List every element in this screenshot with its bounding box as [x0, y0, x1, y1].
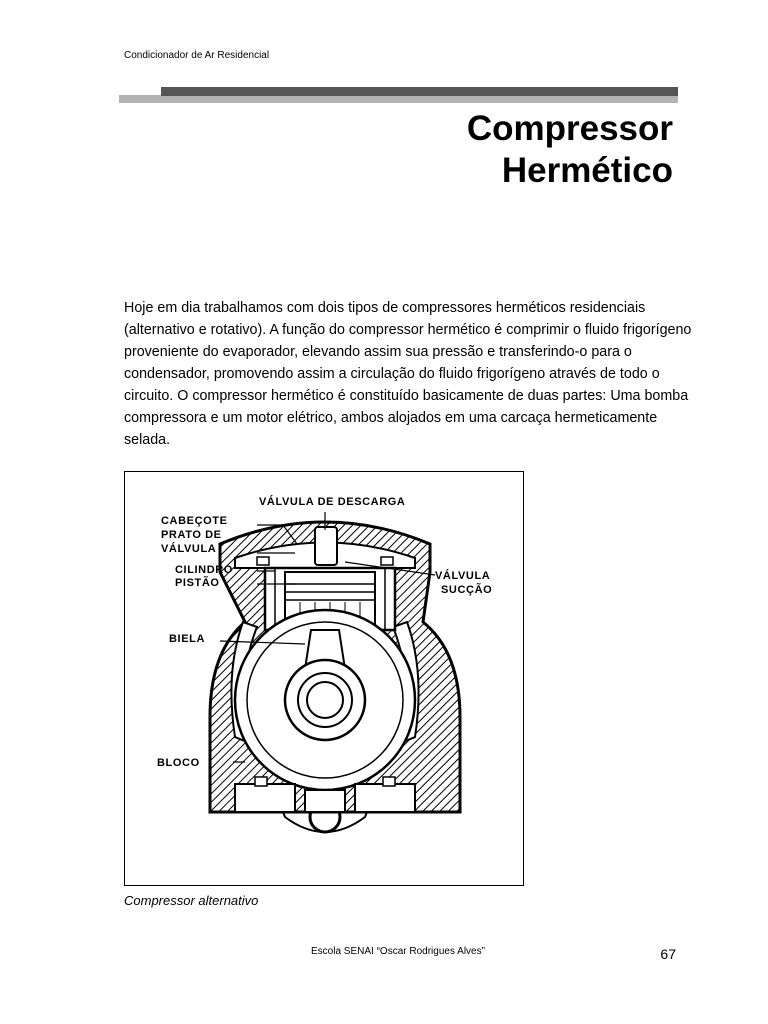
label-cylinder-head: CABEÇOTE [161, 515, 228, 527]
label-connecting-rod: BIELA [169, 633, 205, 645]
label-valve-plate-1: PRATO DE [161, 529, 222, 541]
label-suction-valve-1: VÁLVULA [435, 570, 491, 582]
body-paragraph: Hoje em dia trabalhamos com dois tipos de compressores herméticos residenciais (alternativo e rotativo). A função do compressor hermético é comprimir o fluido frigorígeno proveniente do evaporador, elevando assim sua pressão e transferindo-o para o condensador, promovendo assim a circulação do fluido frigorígeno através de todo o circuito. O compressor hermético é constituído basicamente de duas partes: Uma bomba compressora e um motor elétrico, ambos alojados em uma carcaça hermeticamente selada. [124, 300, 692, 448]
label-valve-plate-2: VÁLVULA [161, 543, 217, 555]
header-rule-light [119, 95, 678, 103]
footer-school: Escola SENAI “Oscar Rodrigues Alves” [311, 946, 485, 957]
page-number: 67 [660, 946, 676, 962]
figure-compressor-diagram [124, 471, 524, 886]
label-suction-valve-2: SUCÇÃO [441, 584, 493, 596]
chapter-title [467, 108, 673, 192]
discharge-valve [315, 527, 337, 565]
chapter-title-line2: Hermético [501, 151, 673, 190]
header-rule-dark [161, 87, 678, 96]
label-discharge-valve: VÁLVULA DE DESCARGA [259, 496, 406, 508]
label-block: BLOCO [157, 757, 200, 769]
running-head: Condicionador de Ar Residencial [124, 50, 270, 61]
compressor-illustration [125, 472, 525, 887]
base-bearing-left [235, 784, 295, 812]
figure-caption: Compressor alternativo [124, 893, 259, 908]
label-cylinder: CILINDRO [175, 564, 233, 576]
chapter-title-line1: Compressor [466, 109, 673, 148]
label-piston: PISTÃO [175, 577, 220, 589]
base-bearing-right [355, 784, 415, 812]
